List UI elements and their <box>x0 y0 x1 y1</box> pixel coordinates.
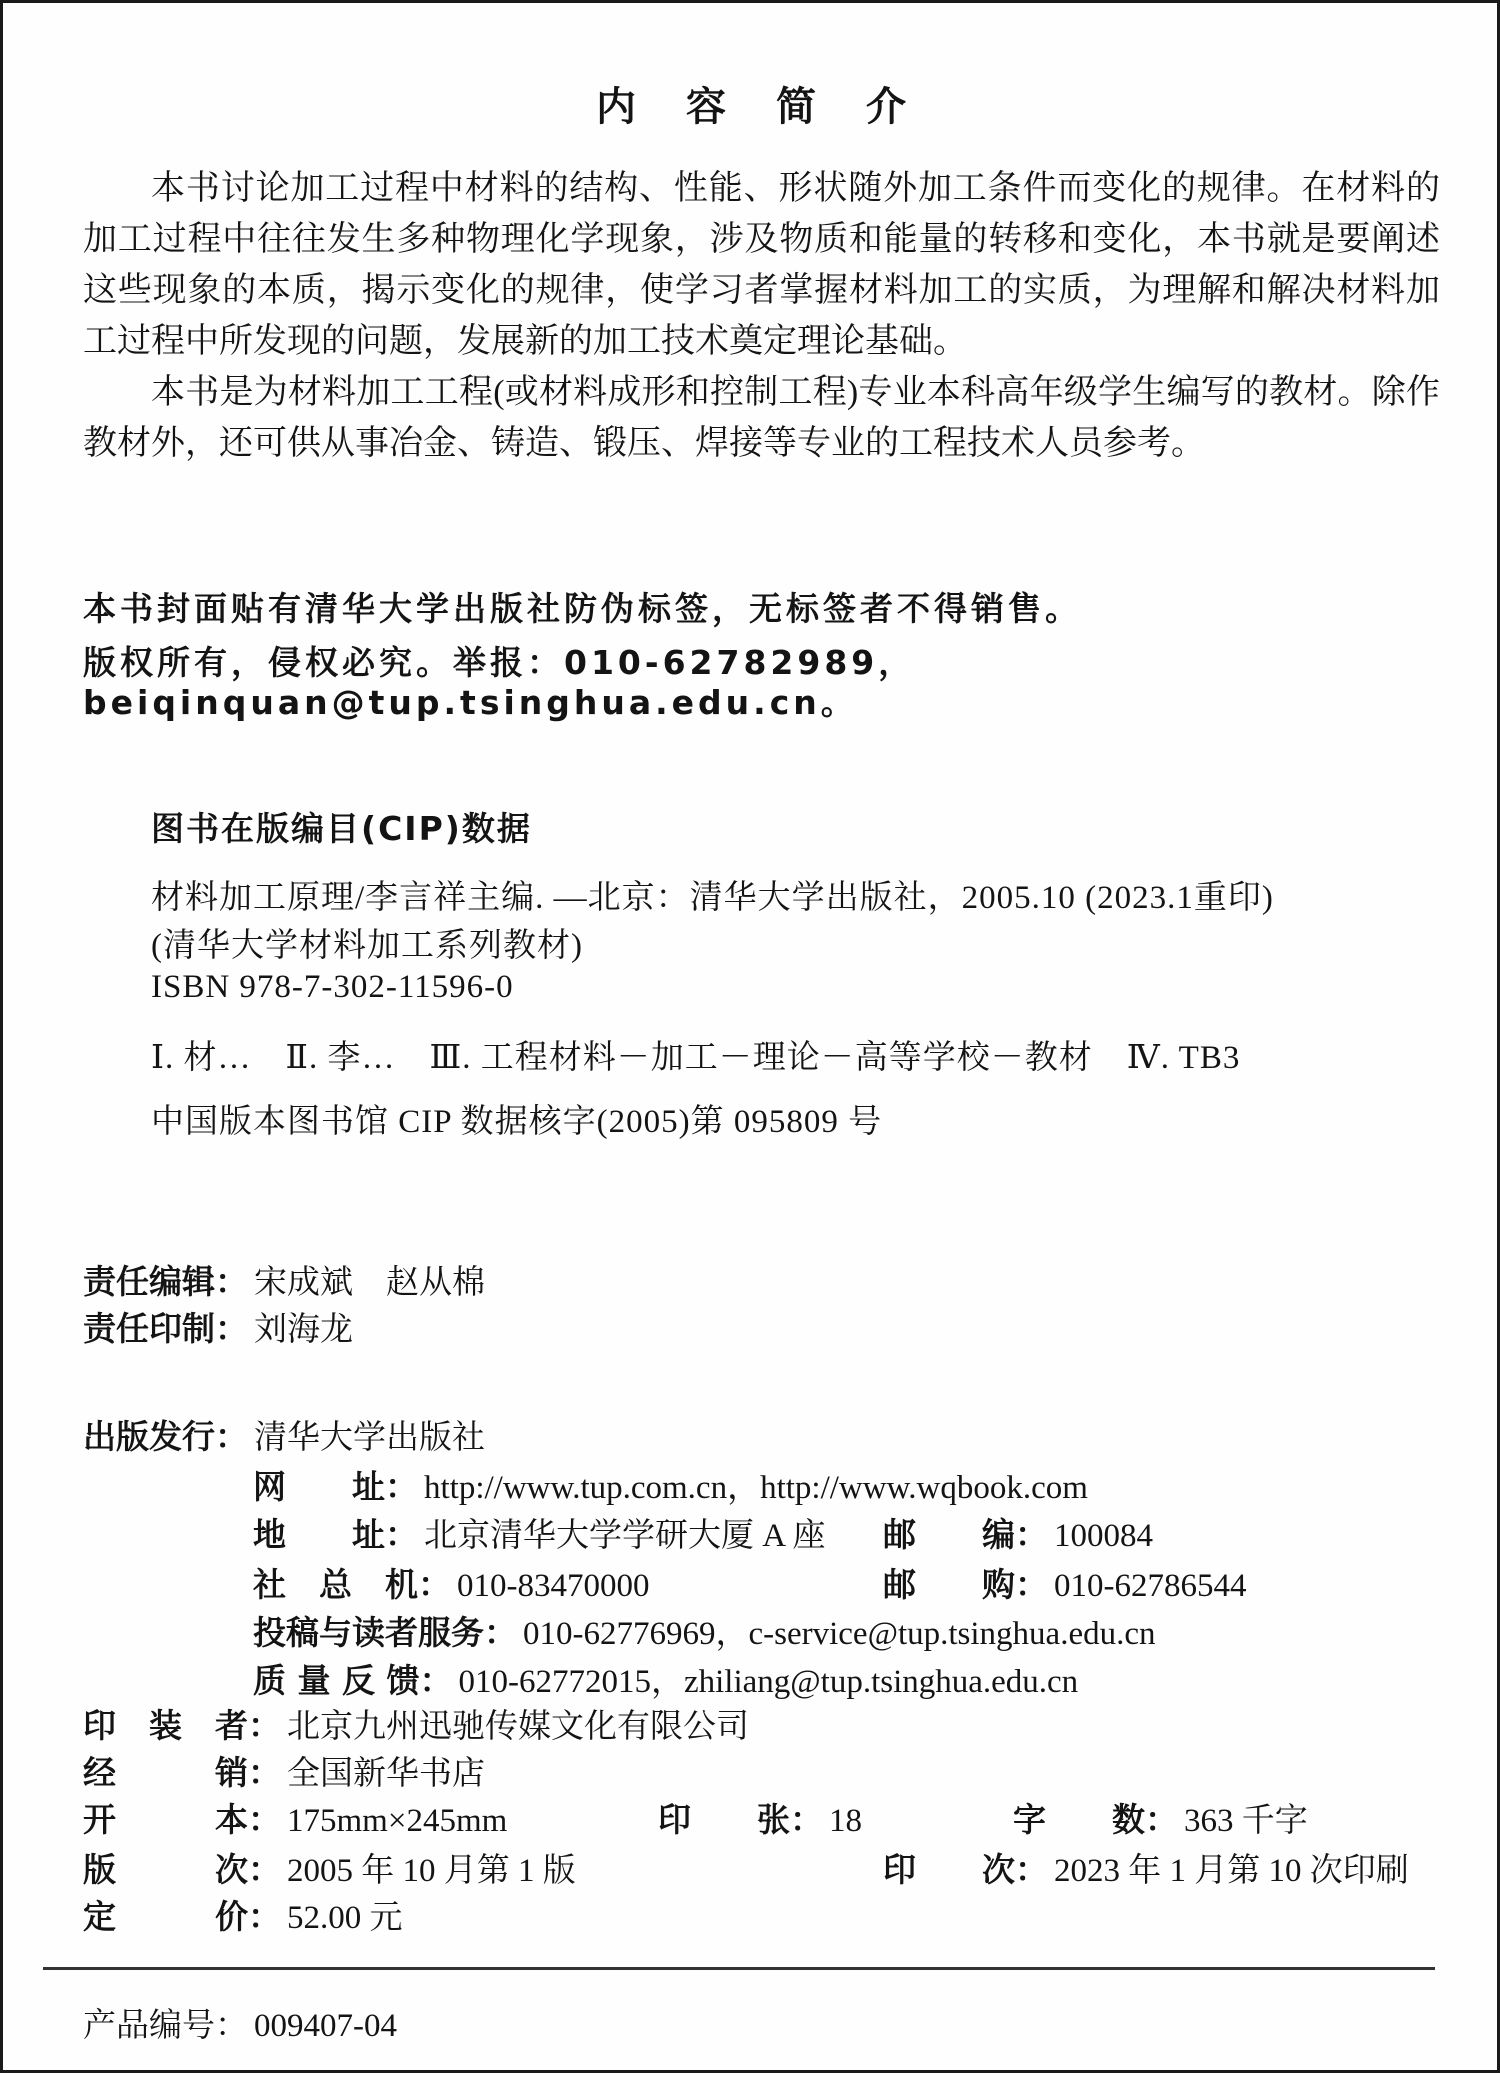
format-label: 开 本： <box>83 1800 281 1839</box>
quality-feedback-value: 010-62772015，zhiliang@tup.tsinghua.edu.cn <box>458 1664 1079 1700</box>
footer-divider-line <box>43 1967 1435 1970</box>
printer-label: 印 装 者： <box>83 1706 281 1745</box>
postal-code-field <box>883 1509 1153 1556</box>
website-field <box>253 1461 1088 1508</box>
printed-sheets-value: 18 <box>829 1803 862 1839</box>
edition-value: 2005 年 10 月第 1 版 <box>287 1853 576 1889</box>
quality-feedback-label: 质 量 反 馈： <box>253 1661 453 1700</box>
switchboard-value: 010-83470000 <box>457 1568 650 1604</box>
printer-field <box>83 1700 749 1747</box>
price-label: 定 价： <box>83 1897 281 1936</box>
page-title: 内 容 简 介 <box>596 84 926 129</box>
mail-order-value: 010-62786544 <box>1054 1568 1247 1604</box>
copyright-report-line: 版权所有，侵权必究。举报：010-62782989，beiqinquan@tup.tsinghua.edu.cn。 <box>83 643 916 722</box>
product-number-label: 产品编号： <box>83 2008 248 2044</box>
address-field <box>253 1509 826 1556</box>
reader-service-field <box>253 1607 1156 1654</box>
printed-sheets-label: 印 张： <box>658 1800 823 1839</box>
cip-title-statement: 材料加工原理/李言祥主编. —北京：清华大学出版社，2005.10 (2023.1重印) <box>151 880 1274 916</box>
mail-order-field <box>883 1559 1247 1606</box>
edition-label: 版 次： <box>83 1850 281 1889</box>
responsible-printing-field <box>83 1303 353 1350</box>
distributor-field <box>83 1747 485 1794</box>
price-value: 52.00 元 <box>287 1900 403 1936</box>
responsible-editor-label: 责任编辑： <box>83 1262 248 1301</box>
cip-classification: Ⅰ. 材… Ⅱ. 李… Ⅲ. 工程材料－加工－理论－高等学校－教材 Ⅳ. TB3 <box>151 1040 1241 1076</box>
word-count-label: 字 数： <box>1013 1800 1178 1839</box>
product-number-field <box>83 1999 397 2046</box>
responsible-printing-label: 责任印制： <box>83 1309 248 1348</box>
edition-field <box>83 1844 576 1891</box>
anti-piracy-notice <box>83 589 1463 737</box>
reader-service-value: 010-62776969，c-service@tup.tsinghua.edu.cn <box>523 1616 1156 1652</box>
cip-series-note: (清华大学材料加工系列教材) <box>151 928 583 964</box>
responsible-printing-value: 刘海龙 <box>254 1312 353 1348</box>
word-count-value: 363 千字 <box>1184 1803 1308 1839</box>
intro-section <box>83 163 1440 469</box>
website-label: 网 址： <box>253 1467 418 1506</box>
website-value: http://www.tup.com.cn，http://www.wqbook.com <box>424 1470 1088 1506</box>
postal-code-label: 邮 编： <box>883 1515 1048 1554</box>
format-value: 175mm×245mm <box>287 1803 508 1839</box>
intro-paragraph-2: 本书是为材料加工工程(或材料成形和控制工程)专业本科高年级学生编写的教材。除作教材外，还可供从事冶金、铸造、锻压、焊接等专业的工程技术人员参考。 <box>83 374 1440 462</box>
mail-order-label: 邮 购： <box>883 1565 1048 1604</box>
printed-sheets-field <box>658 1794 862 1841</box>
quality-feedback-field <box>253 1655 1078 1702</box>
cip-heading: 图书在版编目(CIP)数据 <box>151 809 532 848</box>
intro-paragraph-1: 本书讨论加工过程中材料的结构、性能、形状随外加工条件而变化的规律。在材料的加工过程中往往发生多种物理化学现象，涉及物质和能量的转移和变化，本书就是要阐述这些现象的本质，揭示变化的规律，使学习者掌握材料加工的实质，为理解和解决材料加工过程中所发现的问题，发展新的加工技术奠定理论基础。 <box>83 170 1440 360</box>
publisher-label: 出版发行： <box>83 1417 248 1456</box>
word-count-field <box>1013 1794 1308 1841</box>
switchboard-field <box>253 1559 650 1606</box>
publisher-field <box>83 1411 485 1458</box>
product-number-value: 009407-04 <box>254 2008 397 2044</box>
impression-value: 2023 年 1 月第 10 次印刷 <box>1054 1853 1409 1889</box>
distributor-value: 全国新华书店 <box>287 1756 485 1792</box>
anti-piracy-line: 本书封面贴有清华大学出版社防伪标签，无标签者不得销售。 <box>83 589 1082 628</box>
reader-service-label: 投稿与读者服务： <box>253 1613 517 1652</box>
responsible-editor-field <box>83 1256 485 1303</box>
address-value: 北京清华大学学研大厦 A 座 <box>424 1518 826 1554</box>
cip-isbn: ISBN 978-7-302-11596-0 <box>151 969 514 1005</box>
switchboard-label: 社 总 机： <box>253 1565 451 1604</box>
responsible-editor-value: 宋成斌 赵从棉 <box>254 1265 485 1301</box>
distributor-label: 经 销： <box>83 1753 281 1792</box>
format-field <box>83 1794 507 1841</box>
postal-code-value: 100084 <box>1054 1518 1153 1554</box>
publisher-value: 清华大学出版社 <box>254 1420 485 1456</box>
price-field <box>83 1891 403 1938</box>
cip-record-number: 中国版本图书馆 CIP 数据核字(2005)第 095809 号 <box>151 1104 883 1140</box>
address-label: 地 址： <box>253 1515 418 1554</box>
printer-value: 北京九州迅驰传媒文化有限公司 <box>287 1709 749 1745</box>
impression-label: 印 次： <box>883 1850 1048 1889</box>
impression-field <box>883 1844 1409 1891</box>
